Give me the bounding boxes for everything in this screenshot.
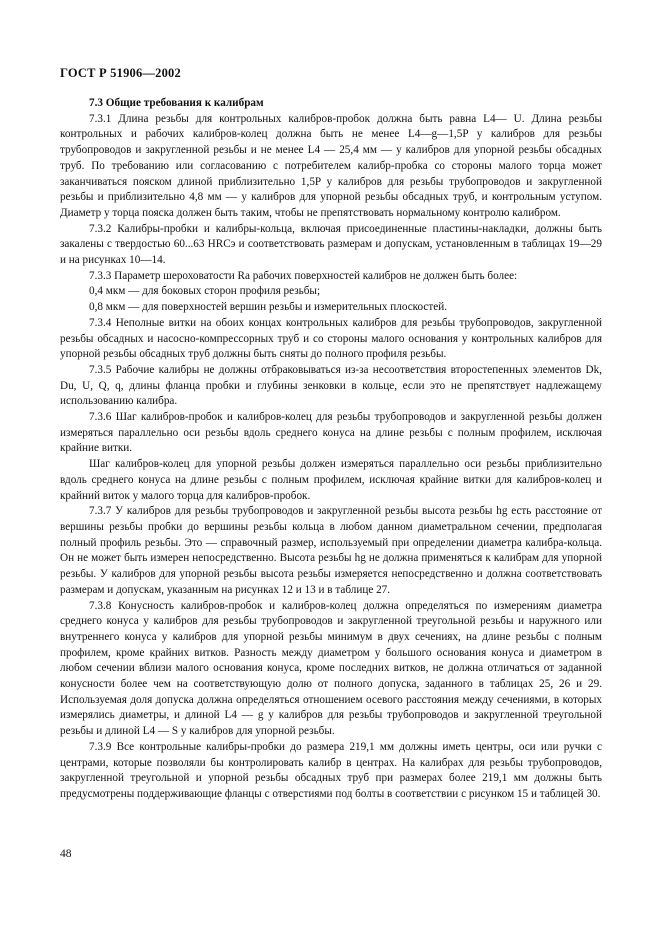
list-item-roughness-flanks: 0,4 мкм — для боковых сторон профиля резьбы; bbox=[89, 285, 321, 298]
paragraph-7-3-7: 7.3.7 У калибров для резьбы трубопроводов и закругленной резьбы высота резьбы hg есть расстояние от вершины резьбы пробки до вершины резьбы кольца в любом данном диаметральном сечении, предполагая полный профиль резьбы. Это — справочный размер, используемый при определении диаметра калибра-кольца. Он не может быть измерен непосредственно. Высота резьбы hg не должна применяться к калибрам для упорной резьбы. У калибров для упорной резьбы высота резьбы измеряется непосредственно и должна соответствовать размерам и допускам, указанным на рисунках 12 и 13 и в таблице 27. bbox=[60, 505, 602, 596]
list-item-roughness-crests: 0,8 мкм — для поверхностей вершин резьбы и измерительных плоскостей. bbox=[89, 301, 448, 314]
paragraph-7-3-1: 7.3.1 Длина резьбы для контрольных калибров-пробок должна быть равна L4— U. Длина резьбы контрольных и рабочих калибров-колец должна быть не менее L4—g—1,5P у калибров для резьбы трубопроводов и закругленной резьбы и не менее L4 — 25,4 мм — у калибров для упорной резьбы обсадных труб. По требованию или согласованию с потребителем калибр-пробка со стороны малого торца может заканчиваться пояском длиной приблизительно 1,5P у калибров для резьбы трубопроводов и закругленной резьбы и приблизительно 4,8 мм — у калибров для упорной резьбы обсадных труб, и контрольным уступом. Диаметр у торца пояска должен быть таким, чтобы не препятствовать нормальному контролю калибром. bbox=[60, 112, 602, 219]
document-header: ГОСТ Р 51906—2002 bbox=[60, 66, 181, 80]
paragraph-7-3-5: 7.3.5 Рабочие калибры не должны отбраковываться из-за несоответствия второстепенных элементов Dk, Du, U, Q, q, длины фланца пробки и глубины зенковки в кольце, если это не препятствует надлежащему использованию калибра. bbox=[60, 363, 602, 408]
paragraph-7-3-4: 7.3.4 Неполные витки на обоих концах контрольных калибров для резьбы трубопроводов, закругленной резьбы обсадных и насосно-компрессорных труб и со стороны малого основания у контрольных калибров для упорной резьбы обсадных труб должны быть сняты до полного профиля резьбы. bbox=[60, 316, 602, 361]
paragraph-7-3-2: 7.3.2 Калибры-пробки и калибры-кольца, включая присоединенные пластины-накладки, должны быть закалены с твердостью 60...63 HRCэ и соответствовать размерам и допускам, установленным в таблицах 19—29 и на рисунках 10—14. bbox=[60, 222, 602, 267]
page-number: 48 bbox=[60, 848, 72, 860]
section-heading: 7.3 Общие требования к калибрам bbox=[89, 97, 264, 109]
document-body bbox=[60, 96, 602, 803]
paragraph-7-3-9: 7.3.9 Все контрольные калибры-пробки до размера 219,1 мм должны иметь центры, оси или ручки с центрами, которые позволяли бы контролировать калибр в центрах. На калибрах для резьбы трубопроводов, закругленной треугольной и упорной резьбы обсадных труб при размерах более 219,1 мм должны быть предусмотрены поддерживающие фланцы с отверстиями под болты в соответствии с рисунком 15 и таблицей 30. bbox=[60, 740, 602, 800]
paragraph-7-3-6-cont: Шаг калибров-колец для упорной резьбы должен измеряться параллельно оси резьбы приблизительно вдоль среднего конуса на длине резьбы с полным профилем, исключая крайние витки для калибров-колец и крайний виток у малого торца для калибров-пробок. bbox=[60, 458, 602, 502]
paragraph-7-3-8: 7.3.8 Конусность калибров-пробок и калибров-колец должна определяться по измерениям диаметра среднего конуса у калибров для резьбы трубопроводов и закругленной треугольной резьбы и наружного или внутреннего конуса у калибров для упорной резьбы минимум в двух сечениях, на длине резьбы с полным профилем, кроме крайних витков. Разность между диаметром у большого основания конуса и диаметром в любом сечении вблизи малого основания конуса, кроме последних витков, не должна отличаться от заданной конусности более чем на соответствующую долю от полного допуска, заданного в таблицах 25, 26 и 29. Используемая доля допуска должна определяться отношением осевого расстояния между сечениями, в которых измерялись диаметры, и длиной L4 — g у калибров для резьбы трубопроводов и закругленной треугольной резьбы и длиной L4 — S у калибров для упорной резьбы. bbox=[60, 599, 602, 738]
paragraph-7-3-6: 7.3.6 Шаг калибров-пробок и калибров-колец для резьбы трубопроводов и закругленной резьбы должен измеряться параллельно оси резьбы вдоль среднего конуса на длине резьбы с полным профилем, исключая крайние витки. bbox=[60, 411, 602, 455]
paragraph-7-3-3: 7.3.3 Параметр шероховатости Ra рабочих поверхностей калибров не должен быть более: bbox=[89, 269, 518, 282]
